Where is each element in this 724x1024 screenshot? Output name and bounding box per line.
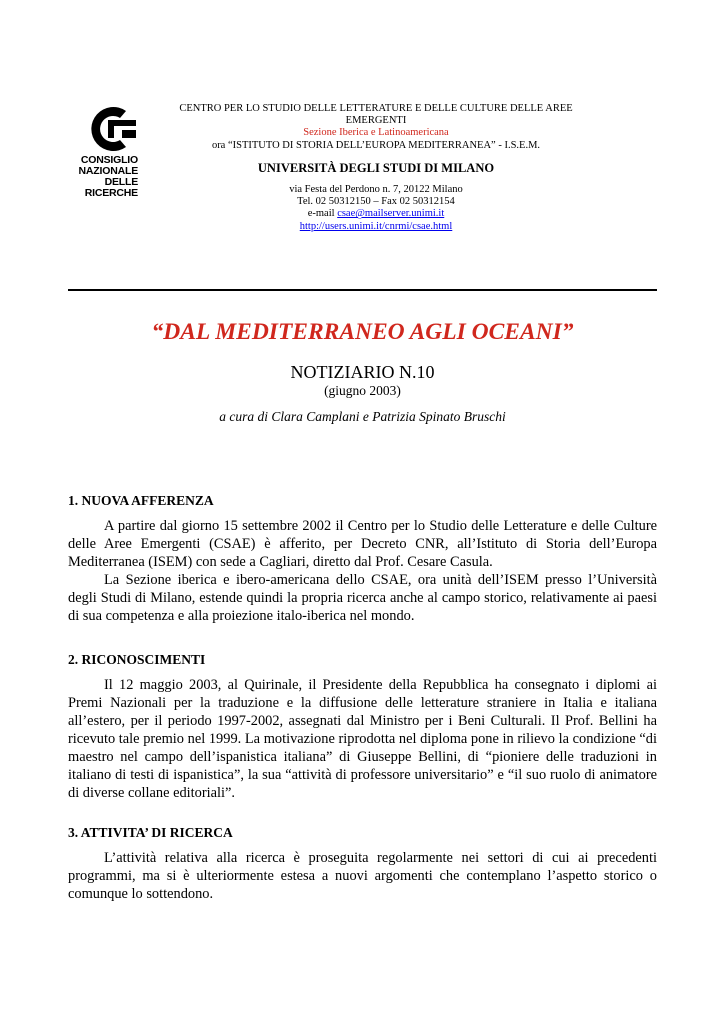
paragraph: L’attività relativa alla ricerca è proseguita regolarmente nei settori di cui ai precedenti programmi, ma si è ulteriormente estesa a nuovi argomenti che contemplano l’aspetto storico o comunque lo sottendono. [68, 850, 657, 902]
paragraph: A partire dal giorno 15 settembre 2002 il Centro per lo Studio delle Letterature e delle Culture delle Aree Emergenti (CSAE) è afferito, per Decreto CNR, all’Istituto di Storia dell’Europa Mediterranea (ISEM) con sede a Cagliari, diretto dal Prof. Cesare Casula. [68, 518, 657, 570]
logo-wordmark [68, 155, 138, 199]
section-heading: 1. NUOVA AFFERENZA [68, 493, 214, 508]
university-name: UNIVERSITÀ DEGLI STUDI DI MILANO [257, 160, 495, 175]
centre-name-line: CENTRO PER LO STUDIO DELLE LETTERATURE E DELLE CULTURE DELLE AREE [179, 103, 573, 114]
curators: a cura di Clara Camplani e Patrizia Spinato Bruschi [219, 409, 506, 424]
header-divider [68, 289, 657, 291]
email-link[interactable]: csae@mailserver.unimi.it [337, 208, 445, 220]
paragraph: La Sezione iberica e ibero-americana dello CSAE, ora unità dell’ISEM presso l’Università degli Studi di Milano, estende quindi la propria ricerca anche al campo storico, relativamente ai paesi di sua competenza e alla proiezione italo-iberica nel mondo. [68, 572, 657, 624]
issue-date: (giugno 2003) [324, 383, 401, 398]
section-nuova-afferenza [68, 493, 657, 625]
letterhead [176, 103, 576, 233]
paragraph: Il 12 maggio 2003, al Quirinale, il Presidente della Repubblica ha consegnato i diplomi ai Premi Nazionali per la traduzione e la diffusione delle letterature straniere in Italia e italiana all’estero, per il periodo 1997-2002, assegnati dal Ministro per i Beni Culturali. Il Prof. Bellini ha ricevuto tale premio nel 1999. La motivazione riprodotta nel diploma pone in rilievo la condizione “di maestro nel campo dell’ispanistica italiana” di Giuseppe Bellini, di “pioniere delle traduzioni in italiano di testi di ispanistica”, la sua “attività di professore universitario” e “il suo ruolo di animatore di diverse collane editoriali”. [68, 677, 657, 801]
logo-line: CONSIGLIO [80, 154, 138, 166]
section-heading: 2. RICONOSCIMENTI [68, 652, 206, 667]
section-name: Sezione Iberica e Latinoamericana [303, 127, 449, 139]
issue-number: NOTIZIARIO N.10 [290, 362, 435, 382]
section-heading: 3. ATTIVITA’ DI RICERCA [68, 825, 233, 840]
institute-name: ora “ISTITUTO DI STORIA DELL’EUROPA MEDITERRANEA” - I.S.E.M. [211, 139, 541, 151]
website-link[interactable]: http://users.unimi.it/cnrmi/csae.html [299, 220, 453, 232]
centre-name-line: EMERGENTI [345, 115, 407, 127]
newsletter-title: “DAL MEDITERRANEO AGLI OCEANI” [151, 319, 574, 345]
address: via Festa del Perdono n. 7, 20122 Milano [289, 184, 463, 196]
logo-line: NAZIONALE [78, 165, 138, 177]
cnr-emblem-icon [86, 104, 140, 154]
logo-line: DELLE [104, 176, 138, 188]
cnr-logo [68, 104, 168, 199]
phone-fax: Tel. 02 50312150 – Fax 02 50312154 [297, 196, 455, 208]
email-line [176, 208, 576, 220]
logo-line: RICERCHE [84, 187, 138, 199]
section-attivita-ricerca [68, 825, 657, 903]
email-label: e-mail [307, 208, 335, 220]
section-riconoscimenti [68, 652, 657, 802]
